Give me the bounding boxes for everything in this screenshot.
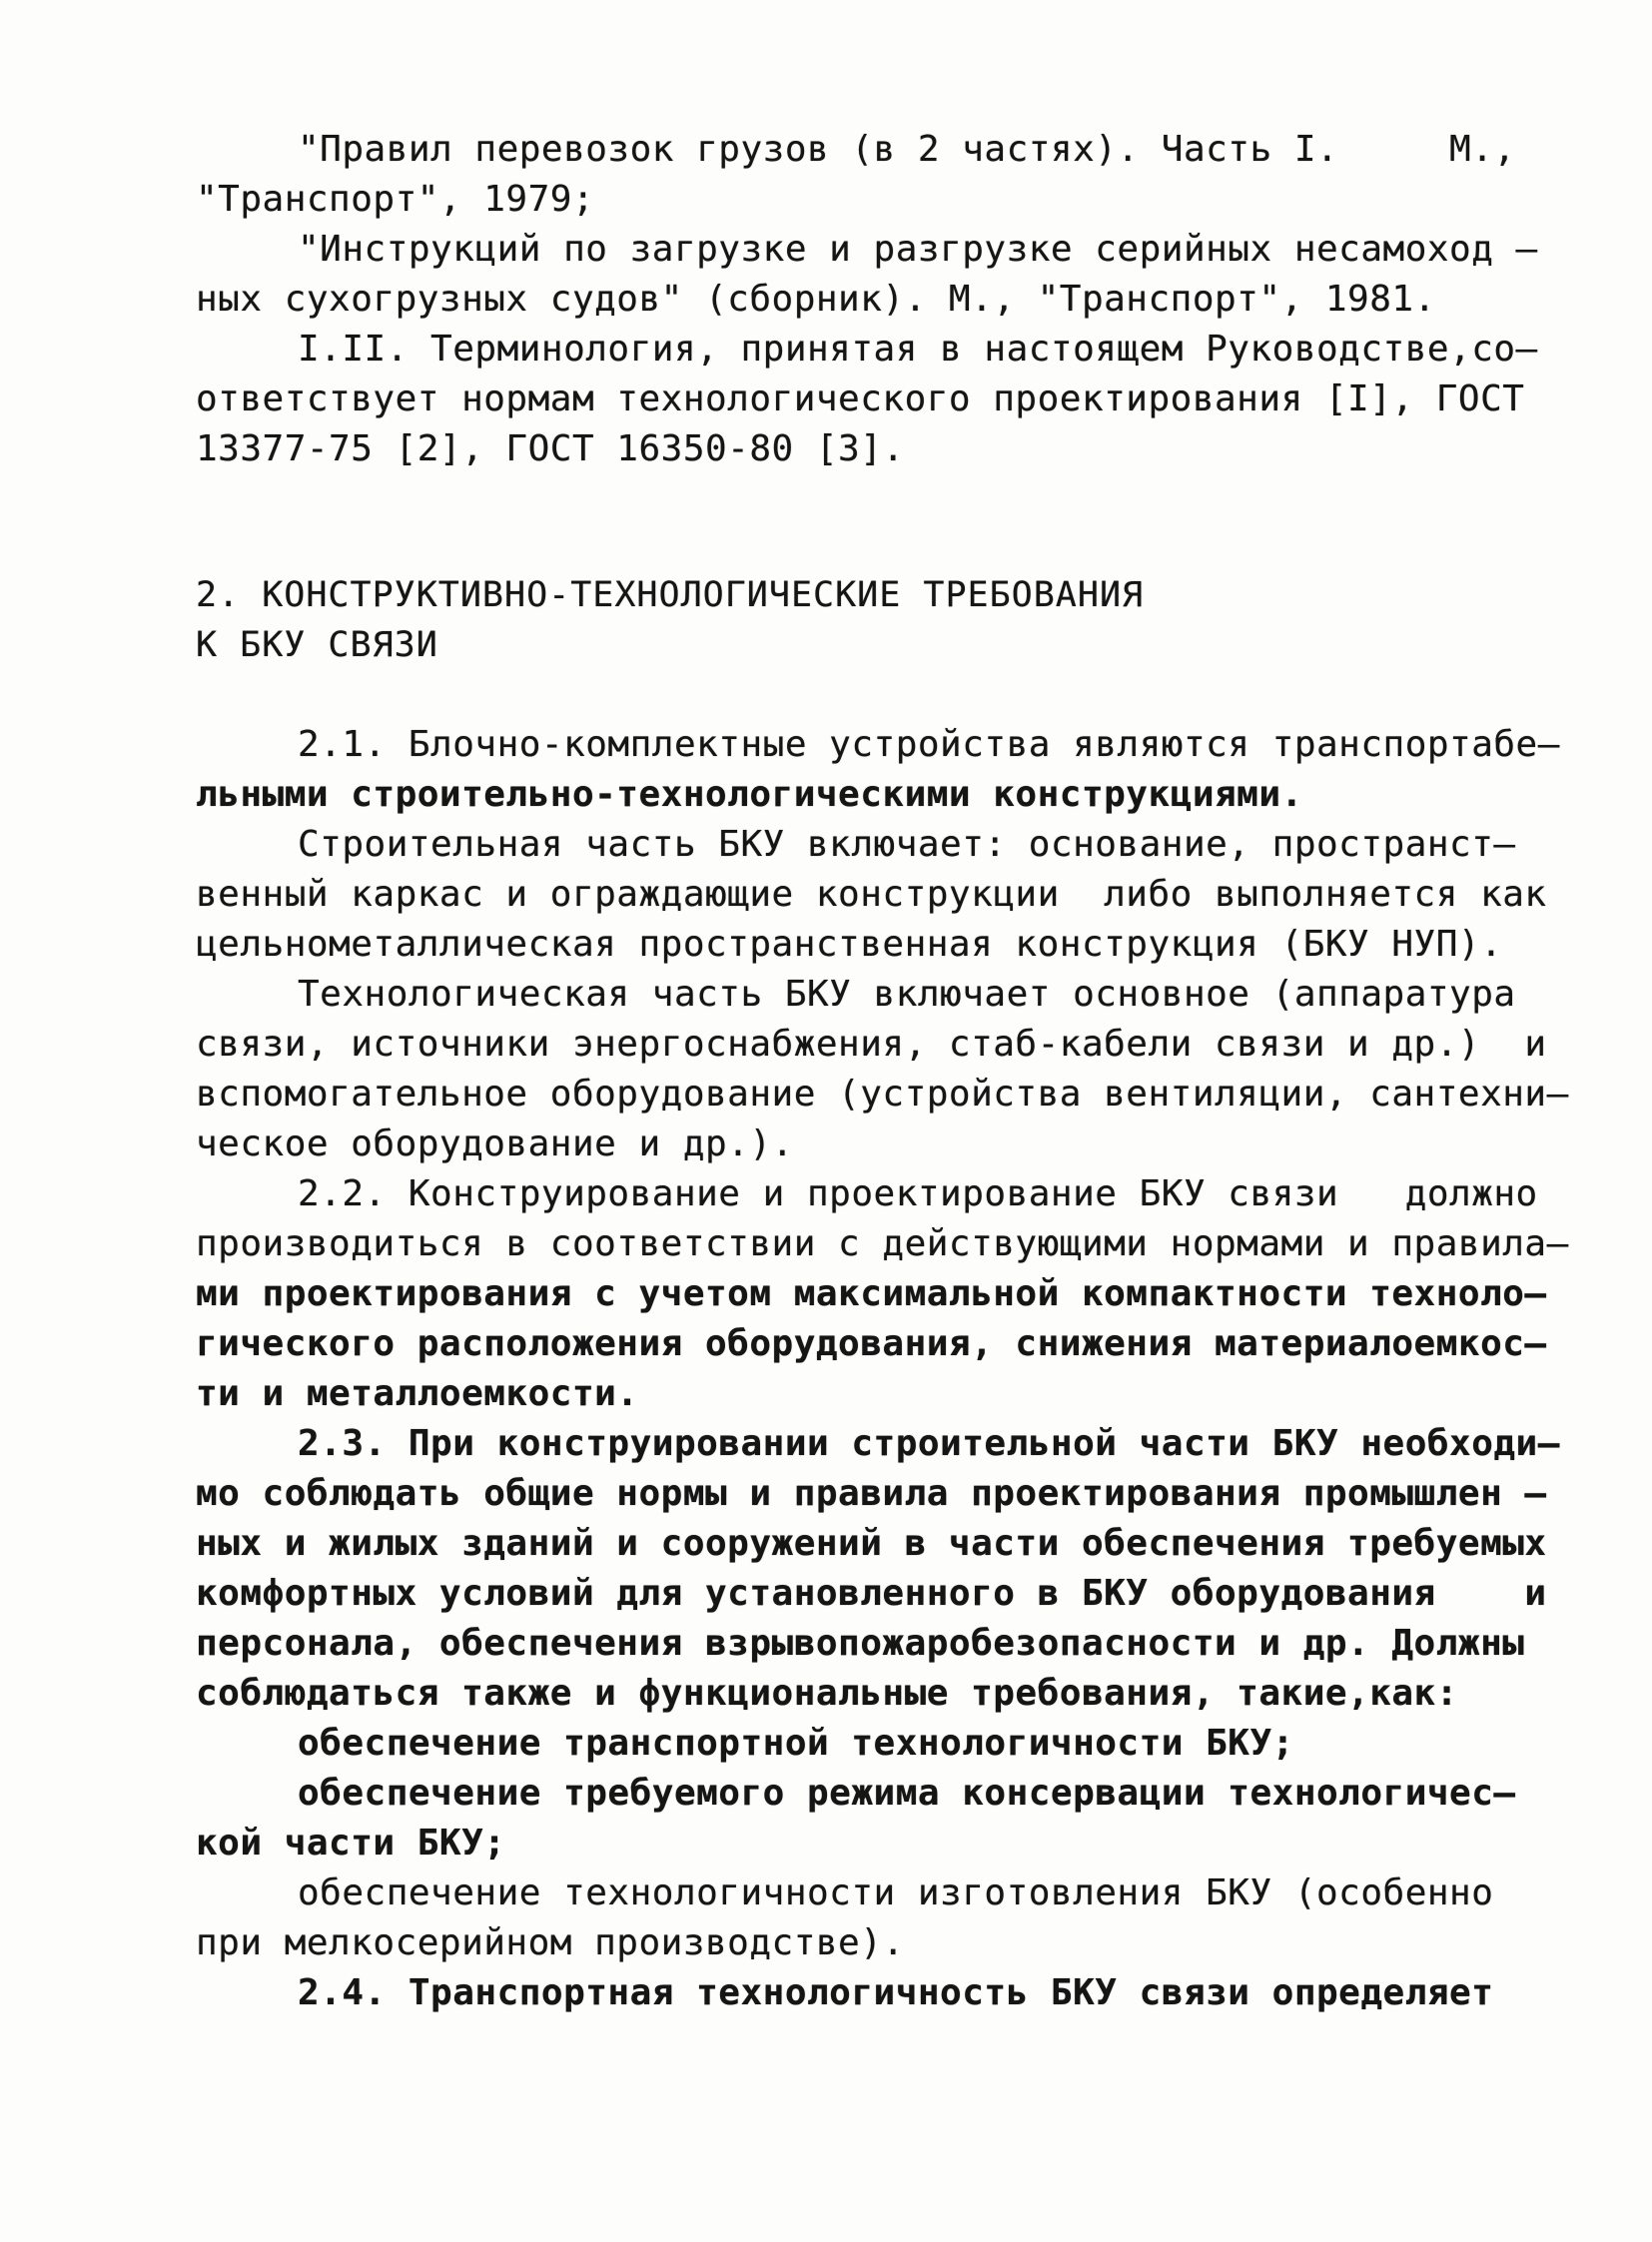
text-line: ческое оборудование и др.). [196, 1123, 794, 1164]
text-line: 2.2. Конструирование и проектирование БКУ связи должно [298, 1173, 1538, 1214]
text-line: "Инструкций по загрузке и разгрузке серийных несамоход – [298, 229, 1538, 270]
text-line: кой части БКУ; [196, 1823, 506, 1864]
text-line: ных и жилых зданий и сооружений в части обеспечения требуемых [196, 1523, 1547, 1564]
text-line: вспомогательное оборудование (устройства вентиляции, сантехни– [196, 1074, 1569, 1115]
text-line: Строительная часть БКУ включает: основание, пространст– [298, 824, 1516, 865]
section-heading: 2. КОНСТРУКТИВНО-ТЕХНОЛОГИЧЕСКИЕ ТРЕБОВАНИЯ [196, 575, 1145, 615]
text-line: "Правил перевозок грузов (в 2 частях). Часть I. М., [298, 129, 1516, 170]
text-line: венный каркас и ограждающие конструкции либо выполняется как [196, 874, 1547, 915]
text-line: I.II. Терминология, принятая в настоящем Руководстве,со– [298, 329, 1538, 370]
text-line: ответствует нормам технологического проектирования [I], ГОСТ [196, 378, 1525, 419]
section-heading: К БКУ СВЯЗИ [196, 625, 438, 665]
text-line: мо соблюдать общие нормы и правила проектирования промышлен – [196, 1473, 1547, 1514]
text-line: Технологическая часть БКУ включает основное (аппаратура [298, 974, 1516, 1015]
text-line: ти и металлоемкости. [196, 1373, 639, 1414]
text-line: производиться в соответствии с действующими нормами и правила– [196, 1223, 1569, 1264]
text-line: 13377-75 [2], ГОСТ 16350-80 [3]. [196, 428, 905, 469]
text-line: гического расположения оборудования, снижения материалоемкос– [196, 1323, 1547, 1364]
text-line: при мелкосерийном производстве). [196, 1922, 905, 1963]
text-line: комфортных условий для установленного в БКУ оборудования и [196, 1573, 1547, 1614]
text-line: обеспечение транспортной технологичности БКУ; [298, 1723, 1294, 1764]
text-line: обеспечение технологичности изготовления БКУ (особенно [298, 1872, 1494, 1913]
text-line: 2.1. Блочно-комплектные устройства являются транспортабе– [298, 724, 1560, 765]
text-line: 2.4. Транспортная технологичность БКУ связи определяет [298, 1972, 1494, 2013]
text-line: ных сухогрузных судов" (сборник). М., "Транспорт", 1981. [196, 279, 1436, 320]
text-line: соблюдаться также и функциональные требования, такие,как: [196, 1673, 1458, 1714]
text-line: персонала, обеспечения взрывопожаробезопасности и др. Должны [196, 1623, 1525, 1664]
text-line: цельнометаллическая пространственная конструкция (БКУ НУП). [196, 924, 1503, 965]
text-line: обеспечение требуемого режима консервации технологичес– [298, 1773, 1516, 1814]
text-line: "Транспорт", 1979; [196, 179, 595, 220]
text-line: ми проектирования с учетом максимальной компактности техноло– [196, 1273, 1547, 1314]
text-line: связи, источники энергоснабжения, стаб-кабели связи и др.) и [196, 1024, 1547, 1065]
text-line: 2.3. При конструировании строительной части БКУ необходи– [298, 1423, 1560, 1464]
text-line: льными строительно-технологическими конструкциями. [196, 774, 1303, 815]
